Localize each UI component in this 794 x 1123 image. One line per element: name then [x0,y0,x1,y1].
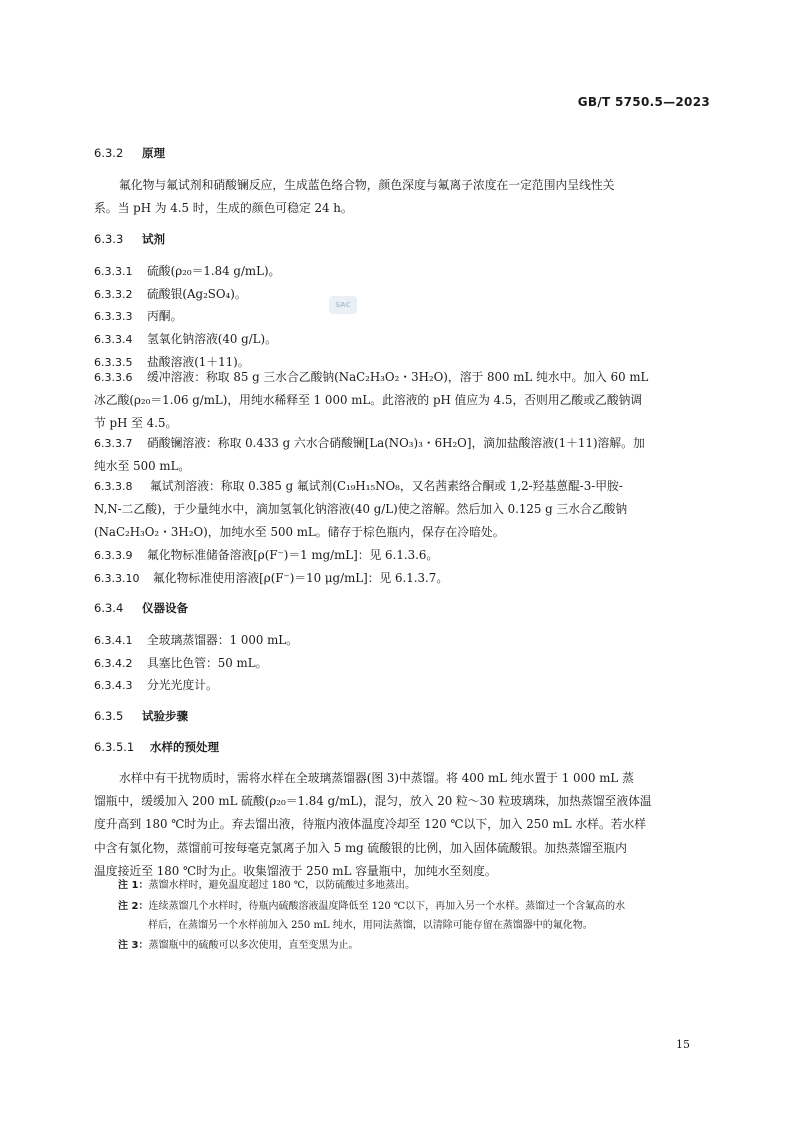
paragraph-line: 冰乙酸(ρ₂₀＝1.06 g/mL)，用纯水稀释至 1 000 mL。此溶液的 pH 值应为 4.5，否则用乙酸或乙酸钠调 [94,393,643,408]
item-number: 6.3.4.2 [94,657,133,670]
item-text: 氟试剂溶液：称取 0.385 g 氟试剂(C₁₉H₁₅NO₈，又名茜素络合酮或 1,2-羟基蒽醌-3-甲胺- [150,479,623,493]
paragraph-line: (NaC₂H₃O₂・3H₂O)，加纯水至 500 mL。储存于棕色瓶内，保存在冷暗处。 [94,525,505,540]
paragraph-line [94,366,714,389]
reagent-item [94,569,448,586]
section-number: 6.3.2 [94,146,124,160]
item-text: 氟化物标准储备溶液[ρ(F⁻)＝1 mg/mL]：见 6.1.3.6。 [147,548,439,562]
reagent-fluorine-paragraph [94,475,714,545]
reagent-item [94,285,247,302]
note-line [118,898,716,917]
section-title: 水样的预处理 [150,740,219,754]
equipment-item [94,676,218,693]
note-text: 连续蒸馏几个水样时，待瓶内硫酸溶液温度降低至 120 ℃以下，再加入另一个水样。蒸馏过一个含氟高的水 [148,901,626,912]
note-line [118,937,716,956]
paragraph-line: 温度接近至 180 ℃时为止。收集馏液于 250 mL 容量瓶中，加纯水至刻度。 [94,863,497,878]
section-heading-procedure [94,708,188,724]
reagent-item [94,307,182,324]
equipment-item [94,654,267,671]
section-heading-principle [94,145,165,161]
note-3 [118,937,716,956]
note-label: 注 3： [118,940,149,951]
reagent-lanthanum-paragraph [94,432,714,478]
pretreatment-paragraph [94,767,714,883]
paragraph-line: 馏瓶中，缓缓加入 200 mL 硫酸(ρ₂₀＝1.84 g/mL)，混匀，放入 20 粒～30 粒玻璃珠，加热蒸馏至液体温 [94,794,652,809]
paragraph-line [94,475,714,498]
item-text: 丙酮。 [147,309,183,323]
standard-code-header: GB/T 5750.5—2023 [577,95,710,109]
section-number: 6.3.5 [94,709,124,723]
item-number: 6.3.3.5 [94,356,133,369]
section-heading-reagents [94,231,165,247]
reagent-item [94,546,438,563]
section-number: 6.3.4 [94,601,124,615]
section-heading-equipment [94,600,188,616]
section-title: 试验步骤 [142,709,188,723]
page-number: 15 [676,1038,690,1051]
item-number: 6.3.3.7 [94,437,133,450]
paragraph-line: 中含有氯化物，蒸馏前可按每毫克氯离子加入 5 mg 硫酸银的比例，加入固体硫酸银。加热蒸馏至瓶内 [94,840,627,855]
note-line: 样后，在蒸馏另一个水样前加入 250 mL 纯水，用同法蒸馏，以清除可能存留在蒸馏器中的氟化物。 [148,919,593,931]
note-line [118,877,716,896]
item-text: 硫酸(ρ₂₀＝1.84 g/mL)。 [147,264,281,278]
item-number: 6.3.3.9 [94,549,133,562]
section-title: 原理 [142,146,165,160]
reagent-item [94,262,280,279]
equipment-item [94,631,298,648]
item-text: 分光光度计。 [147,678,218,692]
paragraph-line [94,432,714,455]
section-title: 试剂 [142,232,165,246]
section-number: 6.3.5.1 [94,740,135,754]
item-number: 6.3.3.4 [94,333,133,346]
item-number: 6.3.3.1 [94,265,133,278]
note-2 [118,898,716,935]
item-text: 全玻璃蒸馏器：1 000 mL。 [147,633,298,647]
item-number: 6.3.3.2 [94,288,133,301]
sac-watermark-logo: SAC [329,296,357,314]
item-number: 6.3.4.1 [94,634,133,647]
item-number: 6.3.3.10 [94,572,140,585]
item-number: 6.3.3.8 [94,480,133,493]
paragraph-line: 纯水至 500 mL。 [94,459,191,474]
paragraph-line: 节 pH 至 4.5。 [94,416,178,431]
item-text: 缓冲溶液：称取 85 g 三水合乙酸钠(NaC₂H₃O₂・3H₂O)，溶于 800 mL 纯水中。加入 60 mL [147,370,649,384]
principle-paragraph [94,174,714,220]
section-number: 6.3.3 [94,232,124,246]
paragraph-line: 水样中有干扰物质时，需将水样在全玻璃蒸馏器(图 3)中蒸馏。将 400 mL 纯水置于 1 000 mL 蒸 [119,771,634,785]
item-text: 硝酸镧溶液：称取 0.433 g 六水合硝酸镧[La(NO₃)₃・6H₂O]，滴加盐酸溶液(1＋11)溶解。加 [147,436,645,450]
paragraph-line: N,N-二乙酸)，于少量纯水中，滴加氢氧化钠溶液(40 g/L)使之溶解。然后加入 0.125 g 三水合乙酸钠 [94,502,628,517]
item-text: 盐酸溶液(1＋11)。 [147,355,250,369]
item-number: 6.3.3.3 [94,310,133,323]
item-text: 具塞比色管：50 mL。 [147,656,268,670]
note-label: 注 1： [118,880,149,891]
paragraph-line: 度升高到 180 ℃时为止。弃去馏出液，待瓶内液体温度冷却至 120 ℃以下，加入 250 mL 水样。若水样 [94,817,647,832]
item-text: 硫酸银(Ag₂SO₄)。 [147,287,247,301]
item-text: 氟化物标准使用溶液[ρ(F⁻)＝10 μg/mL]：见 6.1.3.7。 [153,571,449,585]
reagent-buffer-paragraph [94,366,714,436]
principle-line: 系。当 pH 为 4.5 时，生成的颜色可稳定 24 h。 [94,201,353,216]
principle-line: 氟化物与氟试剂和硝酸镧反应，生成蓝色络合物，颜色深度与氟离子浓度在一定范围内呈线性关 [119,178,615,192]
subsection-heading-pretreatment [94,739,219,755]
note-1 [118,877,716,896]
note-text: 蒸馏瓶中的硫酸可以多次使用，直至变黑为止。 [148,940,359,951]
note-label: 注 2： [118,901,149,912]
item-number: 6.3.3.6 [94,371,133,384]
note-text: 蒸馏水样时，避免温度超过 180 ℃，以防硫酸过多地蒸出。 [148,880,416,891]
reagent-item [94,330,277,347]
item-text: 氢氧化钠溶液(40 g/L)。 [147,332,277,346]
section-title: 仪器设备 [142,601,188,615]
item-number: 6.3.4.3 [94,679,133,692]
